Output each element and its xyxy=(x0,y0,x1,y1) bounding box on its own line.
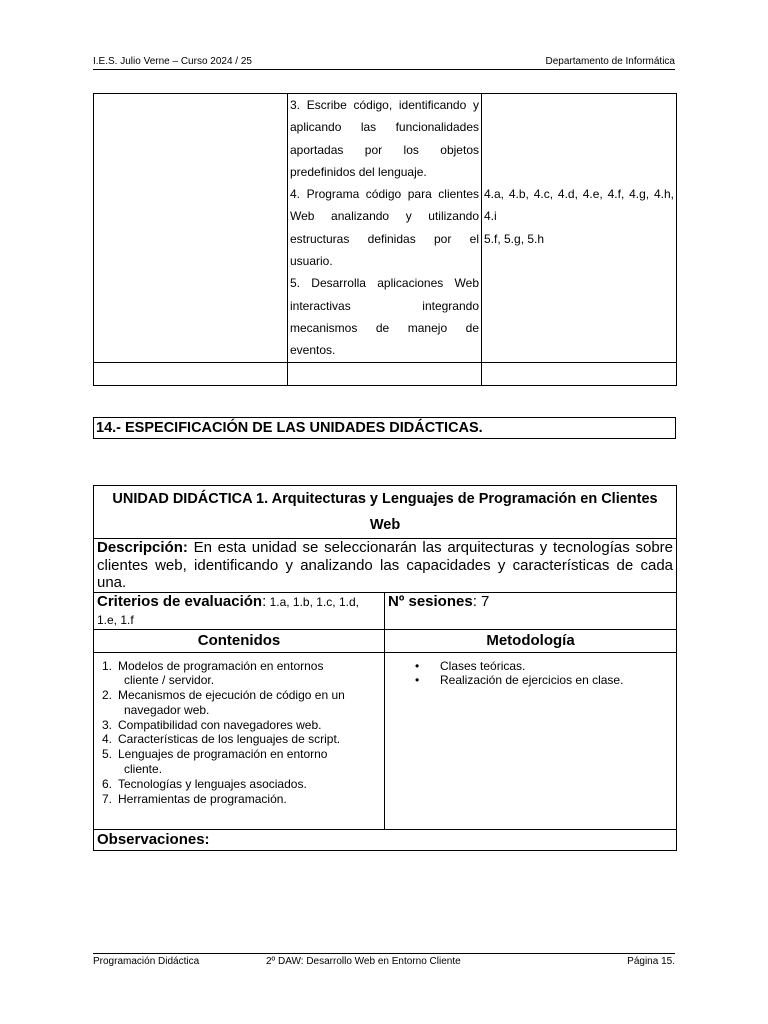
description-label: Descripción: xyxy=(97,539,188,556)
page-footer xyxy=(93,953,675,970)
observations-label: Observaciones: xyxy=(94,829,677,850)
criteria-ra4: 4.a, 4.b, 4.c, 4.d, 4.e, 4.f, 4.g, 4.h, 4.i xyxy=(484,187,674,224)
methodology-header: Metodología xyxy=(385,629,677,652)
methodology-cell xyxy=(385,652,677,829)
contents-cell xyxy=(94,652,385,829)
unit-table xyxy=(93,485,677,851)
footer-course: 2º DAW: Desarrollo Web en Entorno Cliente xyxy=(266,956,461,967)
criteria-cell xyxy=(94,592,385,629)
empty-cell xyxy=(94,94,288,363)
table-row xyxy=(94,652,677,829)
header-department: Departamento de Informática xyxy=(545,56,675,67)
methodology-list xyxy=(388,659,673,689)
list-item: 5. Lenguajes de programación en entorno cliente. xyxy=(102,747,328,777)
list-item: 1. Modelos de programación en entornos cliente / servidor. xyxy=(102,658,324,688)
list-item: 6. Tecnologías y lenguajes asociados. xyxy=(102,776,307,791)
table-row xyxy=(94,629,677,652)
criteria-cell xyxy=(482,94,677,363)
table-row xyxy=(94,486,677,539)
page-header xyxy=(93,56,675,70)
learning-outcomes-table xyxy=(93,93,677,386)
table-row xyxy=(94,829,677,850)
page-number: Página 15. xyxy=(627,956,675,967)
criteria-list: 1.a, 1.b, 1.c, 1.d, 1.e, 1.f xyxy=(97,594,359,627)
table-row xyxy=(94,592,677,629)
table-row xyxy=(94,539,677,593)
contents-list xyxy=(97,659,381,807)
unit-description xyxy=(94,539,677,593)
unit-title: UNIDAD DIDÁCTICA 1. Arquitecturas y Lenguajes de Programación en Clientes Web xyxy=(94,486,677,539)
empty-cell xyxy=(288,362,482,385)
outcome-3: 3. Escribe código, identificando y aplicando las funcionalidades aportadas por los objetos predefinidos del lenguaje. xyxy=(290,98,479,179)
table-row xyxy=(94,94,677,363)
criteria-colon: : xyxy=(262,592,267,610)
sessions-value: : 7 xyxy=(472,592,490,610)
bullet-icon: • xyxy=(415,658,420,673)
list-item: • Realización de ejercicios en clase. xyxy=(415,673,624,688)
criteria-label: Criterios de evaluación xyxy=(97,592,263,610)
list-item: • Clases teóricas. xyxy=(415,658,526,673)
sessions-cell xyxy=(385,592,677,629)
criteria-ra5: 5.f, 5.g, 5.h xyxy=(484,231,545,246)
contents-header: Contenidos xyxy=(94,629,385,652)
empty-cell xyxy=(482,362,677,385)
bullet-icon: • xyxy=(415,673,420,688)
header-school: I.E.S. Julio Verne – Curso 2024 / 25 xyxy=(93,56,252,67)
sessions-label: Nº sesiones xyxy=(388,592,473,610)
empty-cell xyxy=(94,362,288,385)
description-text: En esta unidad se seleccionarán las arquitecturas y tecnologías sobre clientes web, identificando y analizando las capacidades y características de cada una. xyxy=(97,539,674,591)
table-row xyxy=(94,362,677,385)
list-item: 3. Compatibilidad con navegadores web. xyxy=(102,717,322,732)
list-item: 7. Herramientas de programación. xyxy=(102,791,287,806)
footer-document: Programación Didáctica xyxy=(93,956,200,967)
section-title: 14.- ESPECIFICACIÓN DE LAS UNIDADES DIDÁCTICAS. xyxy=(93,417,676,439)
list-item: 2. Mecanismos de ejecución de código en un navegador web. xyxy=(102,688,345,717)
outcomes-cell xyxy=(288,94,482,363)
outcome-5: 5. Desarrolla aplicaciones Web interactivas integrando mecanismos de manejo de eventos. xyxy=(290,276,479,358)
outcome-4: 4. Programa código para clientes Web analizando y utilizando estructuras definidas por el usuario. xyxy=(290,187,479,269)
list-item: 4. Características de los lenguajes de script. xyxy=(102,732,341,747)
